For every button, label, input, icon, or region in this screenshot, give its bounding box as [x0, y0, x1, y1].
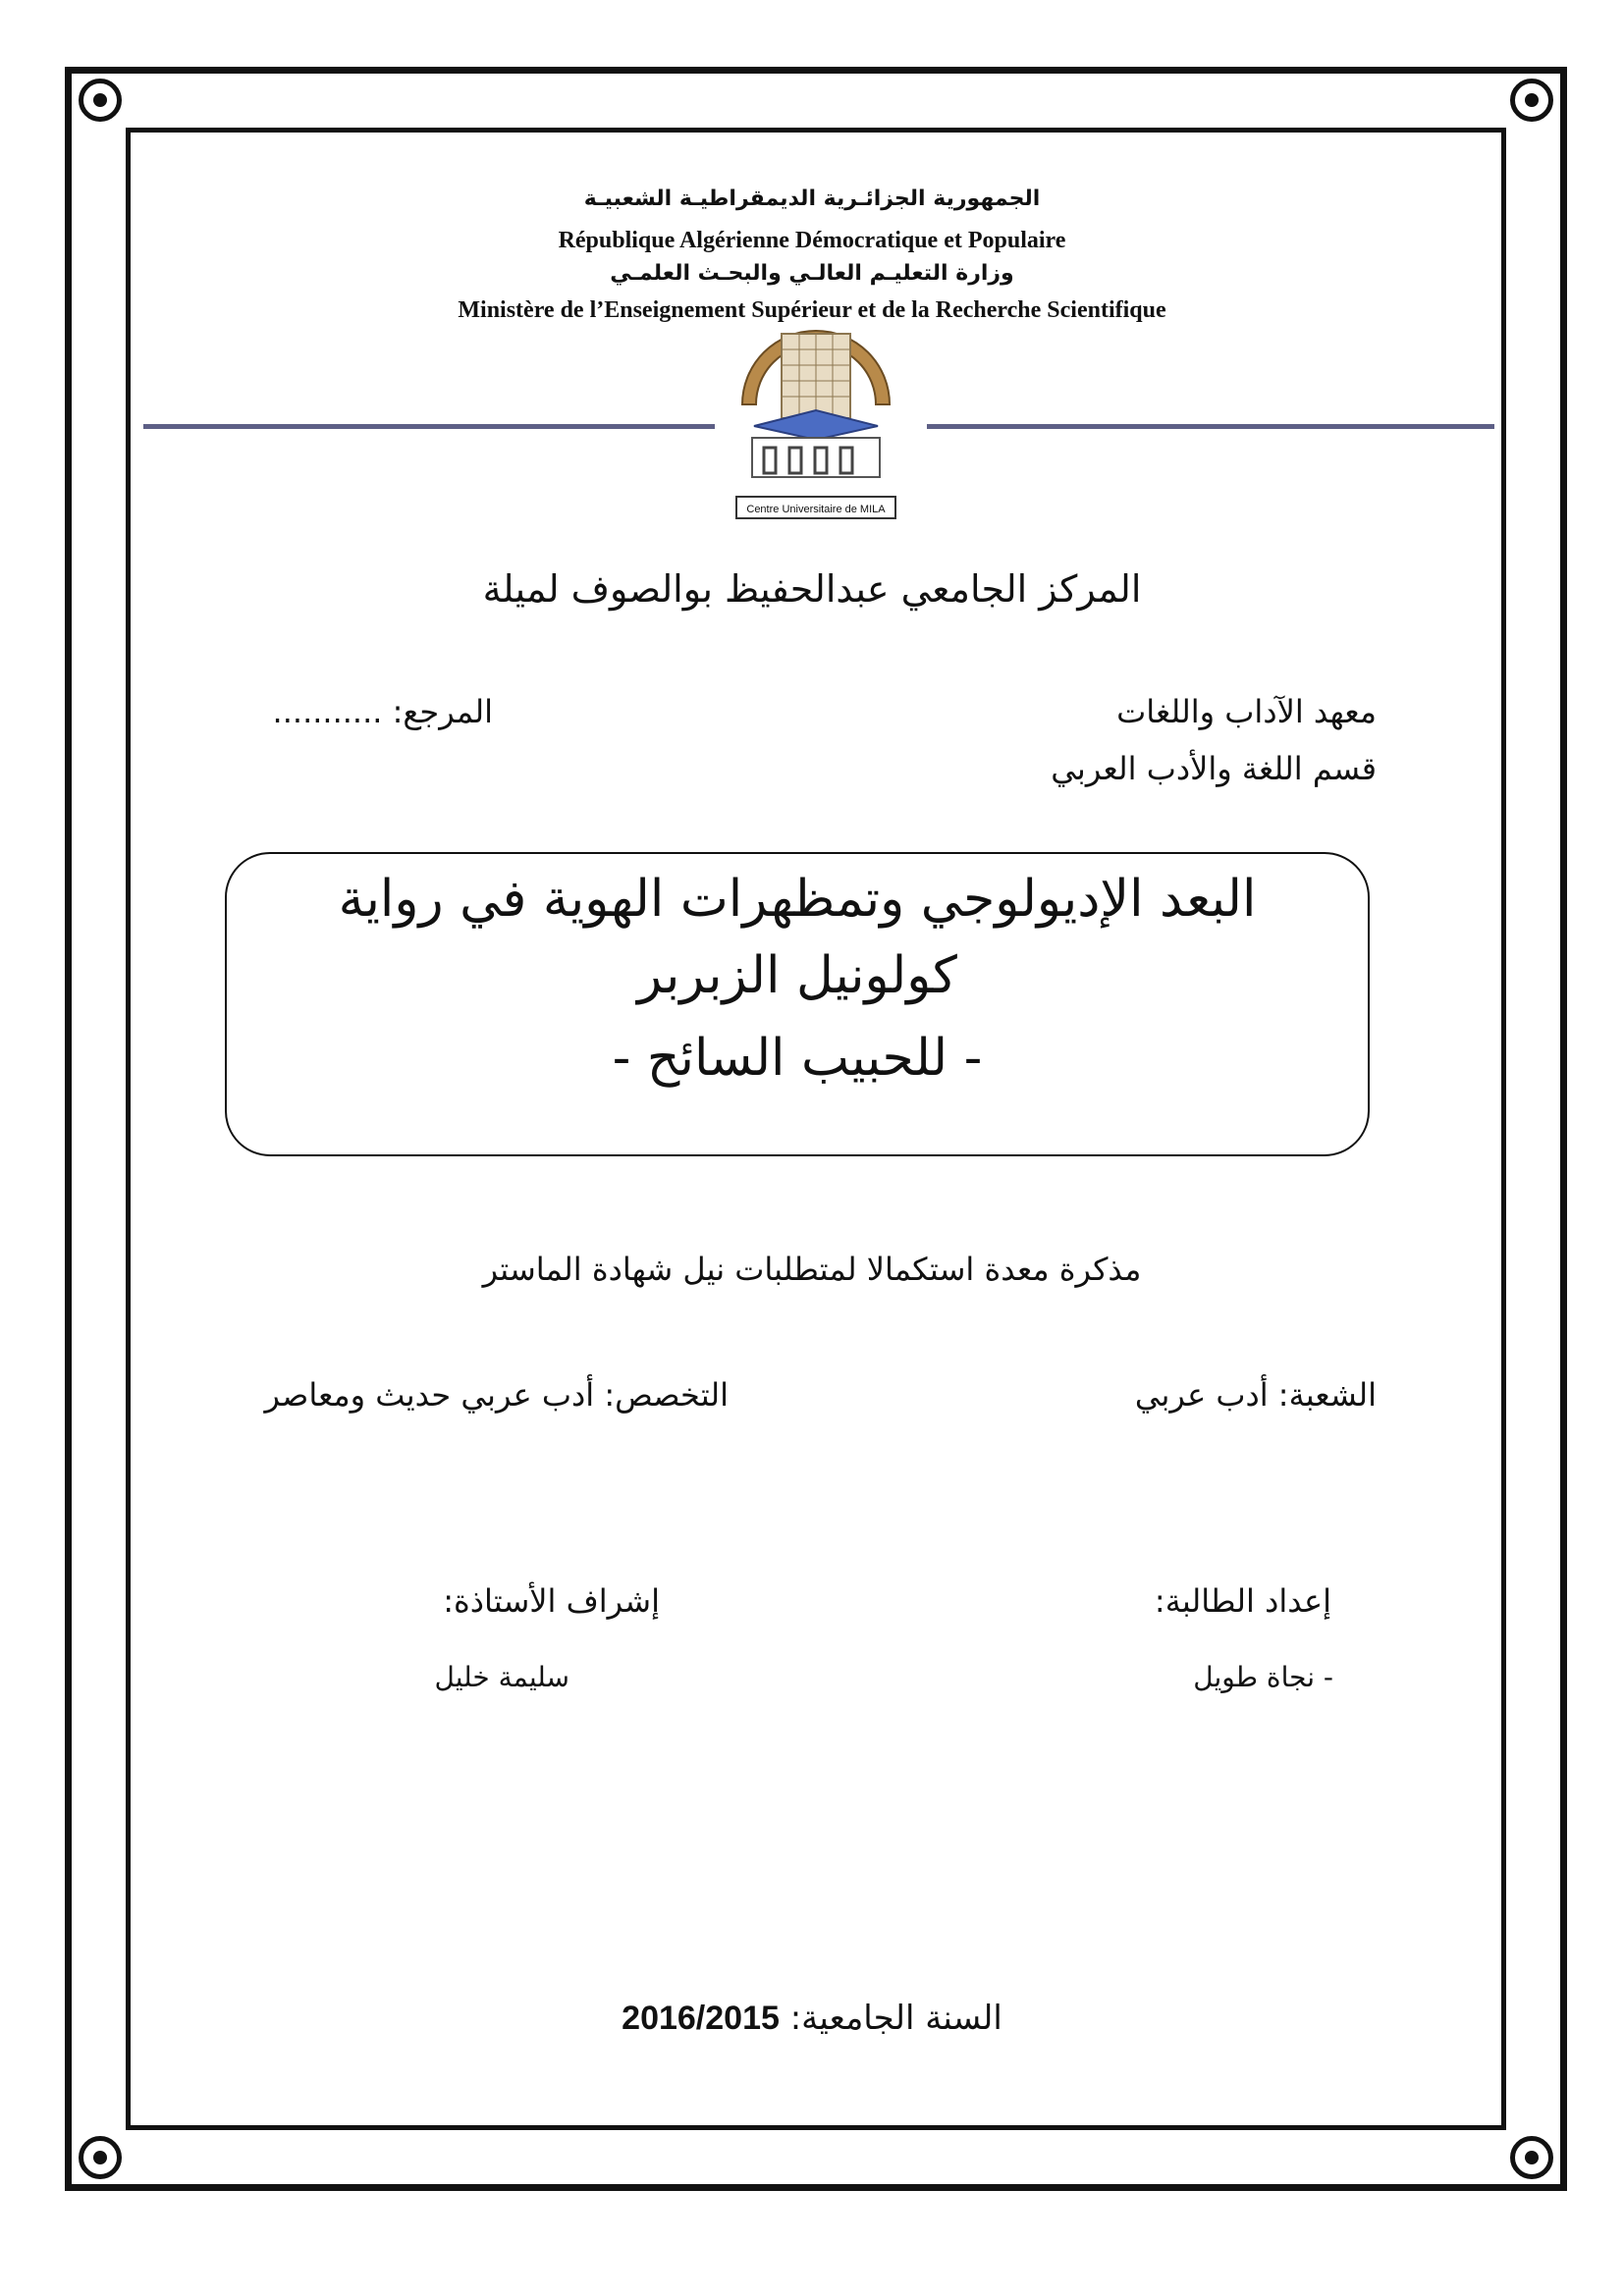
university-name: المركز الجامعي عبدالحفيظ بوالصوف لميلة — [482, 567, 1142, 611]
corner-ornament-icon — [79, 79, 122, 122]
corner-ornament-icon — [79, 2136, 122, 2179]
memo-note: مذكرة معدة استكمالا لمتطلبات نيل شهادة الماستر — [482, 1251, 1142, 1288]
specialty-value: أدب عربي حديث ومعاصر — [264, 1376, 595, 1414]
specialty-label: التخصص: — [604, 1376, 729, 1414]
corner-ornament-icon — [1510, 79, 1553, 122]
supervisor-label: إشراف الأستاذة: — [443, 1582, 660, 1620]
ministry-arabic: وزارة التعليـم العالـي والبحـث العلمـي — [610, 261, 1014, 286]
supervisor-name: سليمة خليل — [434, 1661, 569, 1693]
academic-year-label: السنة الجامعية: — [789, 1999, 1002, 2038]
specialty-field — [265, 1376, 729, 1414]
branch-value: أدب عربي — [1134, 1376, 1269, 1414]
student-label: إعداد الطالبة: — [1154, 1582, 1331, 1620]
reference-label: المرجع: — [392, 693, 493, 730]
thesis-title-line2: كولونيل الزبربر — [637, 946, 957, 1005]
academic-year — [0, 1999, 1624, 2038]
header-rule-right — [927, 424, 1494, 429]
university-logo — [729, 316, 903, 524]
branch-field — [1135, 1376, 1377, 1414]
republic-arabic: الجمهورية الجزائـرية الديمقراطيـة الشعبيـة — [583, 187, 1041, 211]
republic-french: République Algérienne Démocratique et Populaire — [558, 228, 1066, 253]
ministry-french: Ministère de l’Enseignement Supérieur et de la Recherche Scientifique — [458, 297, 1166, 323]
thesis-title-line3: - للحبيب السائح - — [612, 1029, 983, 1088]
thesis-title-box — [225, 852, 1370, 1156]
header-rule-left — [143, 424, 715, 429]
thesis-title-line1: البعد الإديولوجي وتمظهرات الهوية في رواية — [338, 870, 1257, 929]
reference-field — [273, 693, 493, 730]
institute-name: معهد الآداب واللغات — [1116, 693, 1377, 730]
corner-ornament-icon — [1510, 2136, 1553, 2179]
branch-label: الشعبة: — [1277, 1376, 1377, 1414]
svg-text:Centre Universitaire de MILA: Centre Universitaire de MILA — [746, 504, 886, 515]
department-name: قسم اللغة والأدب العربي — [1051, 750, 1377, 787]
student-name: - نجاة طويل — [1193, 1661, 1333, 1693]
academic-year-value: 2016/2015 — [622, 2000, 780, 2037]
reference-value: ........... — [272, 693, 383, 730]
